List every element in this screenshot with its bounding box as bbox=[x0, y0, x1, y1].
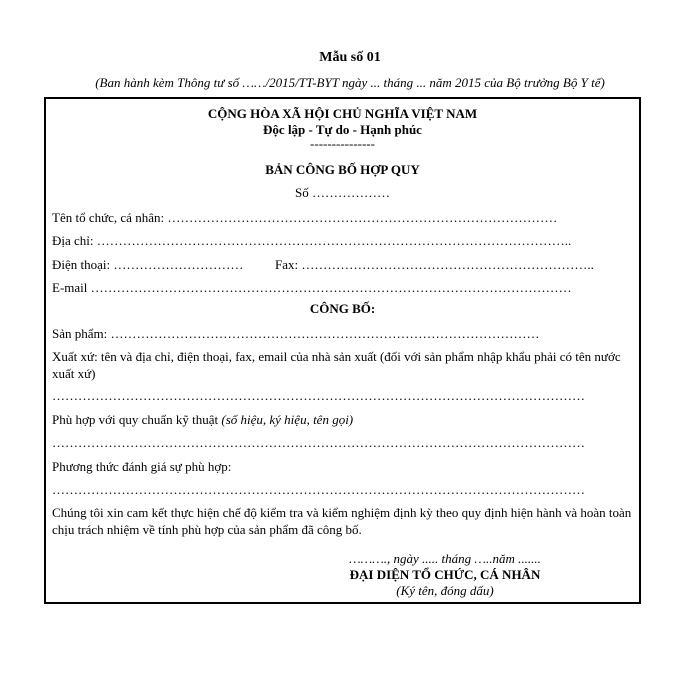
fax-field: Fax: ………………………………………………………….. bbox=[275, 257, 594, 272]
announce-heading: CÔNG BỐ: bbox=[309, 301, 376, 316]
dots-line-2: …………………………………………………………………………………………………………… bbox=[52, 435, 585, 450]
commitment-text: Chúng tôi xin cam kết thực hiện chế độ kiểm tra và kiểm nghiệm định kỳ theo quy định hiện hành và hoàn toàn chịu trách nhiệm về tính phù hợp của sản phẩm đã công bố. bbox=[52, 505, 632, 537]
form-number-field: Số ……………… bbox=[295, 185, 390, 200]
assessment-field: Phương thức đánh giá sự phù hợp: bbox=[52, 459, 232, 474]
standard-label: Phù hợp với quy chuẩn kỹ thuật bbox=[52, 412, 222, 427]
dots-line-3: …………………………………………………………………………………………………………… bbox=[52, 482, 585, 497]
country-name: CỘNG HÒA XÃ HỘI CHỦ NGHĨA VIỆT NAM bbox=[207, 106, 478, 121]
origin-field: Xuất xứ: tên và địa chỉ, điện thoại, fax, email của nhà sản xuất (đối với sản phẩm nhập khẩu phải có tên nước xuất xứ) bbox=[52, 349, 621, 381]
motto: Độc lập - Tự do - Hạnh phúc bbox=[263, 122, 422, 137]
sign-note: (Ký tên, đóng dấu) bbox=[396, 583, 494, 598]
org-name-field: Tên tổ chức, cá nhân: ……………………………………………………………………………… bbox=[52, 210, 558, 225]
issued-note: (Ban hành kèm Thông tư số ……/2015/TT-BYT ngày ... tháng ... năm 2015 của Bộ trưởng Bộ Y tế) bbox=[95, 75, 605, 90]
standard-note: (số hiệu, ký hiệu, tên gọi) bbox=[221, 412, 354, 427]
product-field: Sản phẩm: ……………………………………………………………………………………… bbox=[52, 326, 540, 341]
form-title: BẢN CÔNG BỐ HỢP QUY bbox=[265, 162, 420, 177]
standard-field bbox=[52, 412, 353, 428]
phone-field: Điện thoại: ………………………… bbox=[52, 257, 244, 272]
separator: --------------- bbox=[310, 136, 375, 151]
representative-title: ĐẠI DIỆN TỔ CHỨC, CÁ NHÂN bbox=[349, 567, 541, 582]
dots-line-1: …………………………………………………………………………………………………………… bbox=[52, 388, 585, 403]
form-number: Mẫu số 01 bbox=[319, 50, 381, 65]
date-line: ………., ngày ..... tháng …..năm ....... bbox=[349, 551, 541, 566]
address-field: Địa chỉ: ……………………………………………………………………………………………….. bbox=[52, 233, 572, 248]
email-field: E-mail ………………………………………………………………………………………………… bbox=[52, 280, 572, 295]
